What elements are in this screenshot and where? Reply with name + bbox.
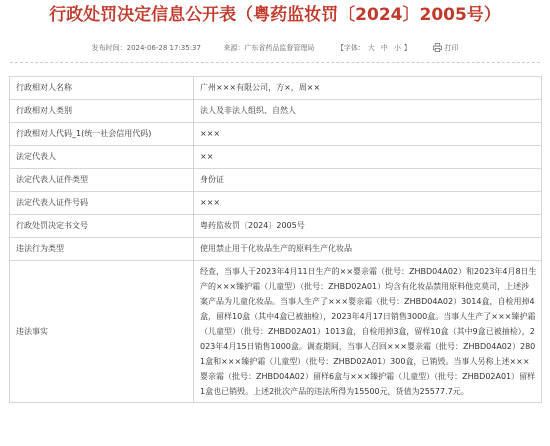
field-value: ×× [194, 146, 542, 169]
penalty-info-table [9, 76, 542, 403]
field-value: ××× [194, 123, 542, 146]
page-title: 行政处罚决定信息公开表（粤药监妆罚〔2024〕2005号） [49, 5, 501, 25]
table-row [10, 123, 542, 146]
font-size-close-bracket: 】 [403, 44, 411, 52]
font-size-large-link[interactable]: 大 [367, 44, 375, 52]
font-size-label: 【字体： [336, 44, 365, 52]
field-value: 身份证 [194, 169, 542, 192]
field-value: 法人及非法人组织、自然人 [194, 100, 542, 123]
field-label: 违法事实 [10, 261, 194, 403]
field-value: 粤药监妆罚〔2024〕2005号 [194, 215, 542, 238]
print-button[interactable] [433, 42, 458, 54]
font-size-medium-link[interactable]: 中 [380, 44, 388, 52]
field-label: 行政相对人类别 [10, 100, 194, 123]
publish-time: 发布时间：2024-06-28 17:35:37 [91, 44, 201, 52]
field-value: ××× [194, 192, 542, 215]
table-row [10, 238, 542, 261]
field-label: 行政相对人名称 [10, 77, 194, 100]
field-value: 广州×××有限公司，方×，周×× [194, 77, 542, 100]
print-label: 打印 [444, 44, 459, 52]
table-row-facts [10, 261, 542, 403]
printer-icon [433, 43, 442, 52]
header-divider [10, 62, 540, 63]
table-row [10, 146, 542, 169]
table-row [10, 77, 542, 100]
field-label: 法定代表人证件类型 [10, 169, 194, 192]
field-value: 使用禁止用于化妆品生产的原料生产化妆品 [194, 238, 542, 261]
field-label: 违法行为类型 [10, 238, 194, 261]
field-label: 行政相对人代码_1(统一社会信用代码) [10, 123, 194, 146]
source-label: 来源：广东省药品监督管理局 [223, 44, 315, 52]
field-label: 法定代表人 [10, 146, 194, 169]
font-size-small-link[interactable]: 小 [393, 44, 401, 52]
table-row [10, 169, 542, 192]
table-row [10, 215, 542, 238]
field-label: 法定代表人证件号码 [10, 192, 194, 215]
table-row [10, 100, 542, 123]
article-meta-bar [0, 42, 550, 54]
facts-paragraph: 经查，当事人于2023年4月11日生产的××婴亲霜（批号：ZHBD04A02）和2023年4月8日生产的×××臻护霜（儿童型）（批号：ZHBD02A01）均含有化妆品禁用原料他克莫司，上述涉案产品为儿童化妆品。当事人生产了×××婴亲霜（批号：ZHBD04A02）3014盒，自检用掉4盒，留样10盒（其中4盒已被抽检），2023年4月17日销售3000盒。当事人生产了×××臻护霜（儿童型）（批号：ZHBD02A01）1013盒，自检用掉3盒，留样10盒（其中9盒已被抽检），2023年4月15日销售1000盒。调查期间，当事人召回×××婴亲霜（批号：ZHBD04A02）2801盒和×××臻护霜（儿童型）（批号：ZHBD02A01）300盒，已销毁。当事人另称上述×××婴亲霜（批号：ZHBD04A02）留样6盒与×××臻护霜（儿童型）（批号：ZHBD02A01）留样1盒也已销毁。上述2批次产品的违法所得为15500元，货值为25577.7元。 [194, 261, 542, 403]
field-label: 行政处罚决定书文号 [10, 215, 194, 238]
table-row [10, 192, 542, 215]
